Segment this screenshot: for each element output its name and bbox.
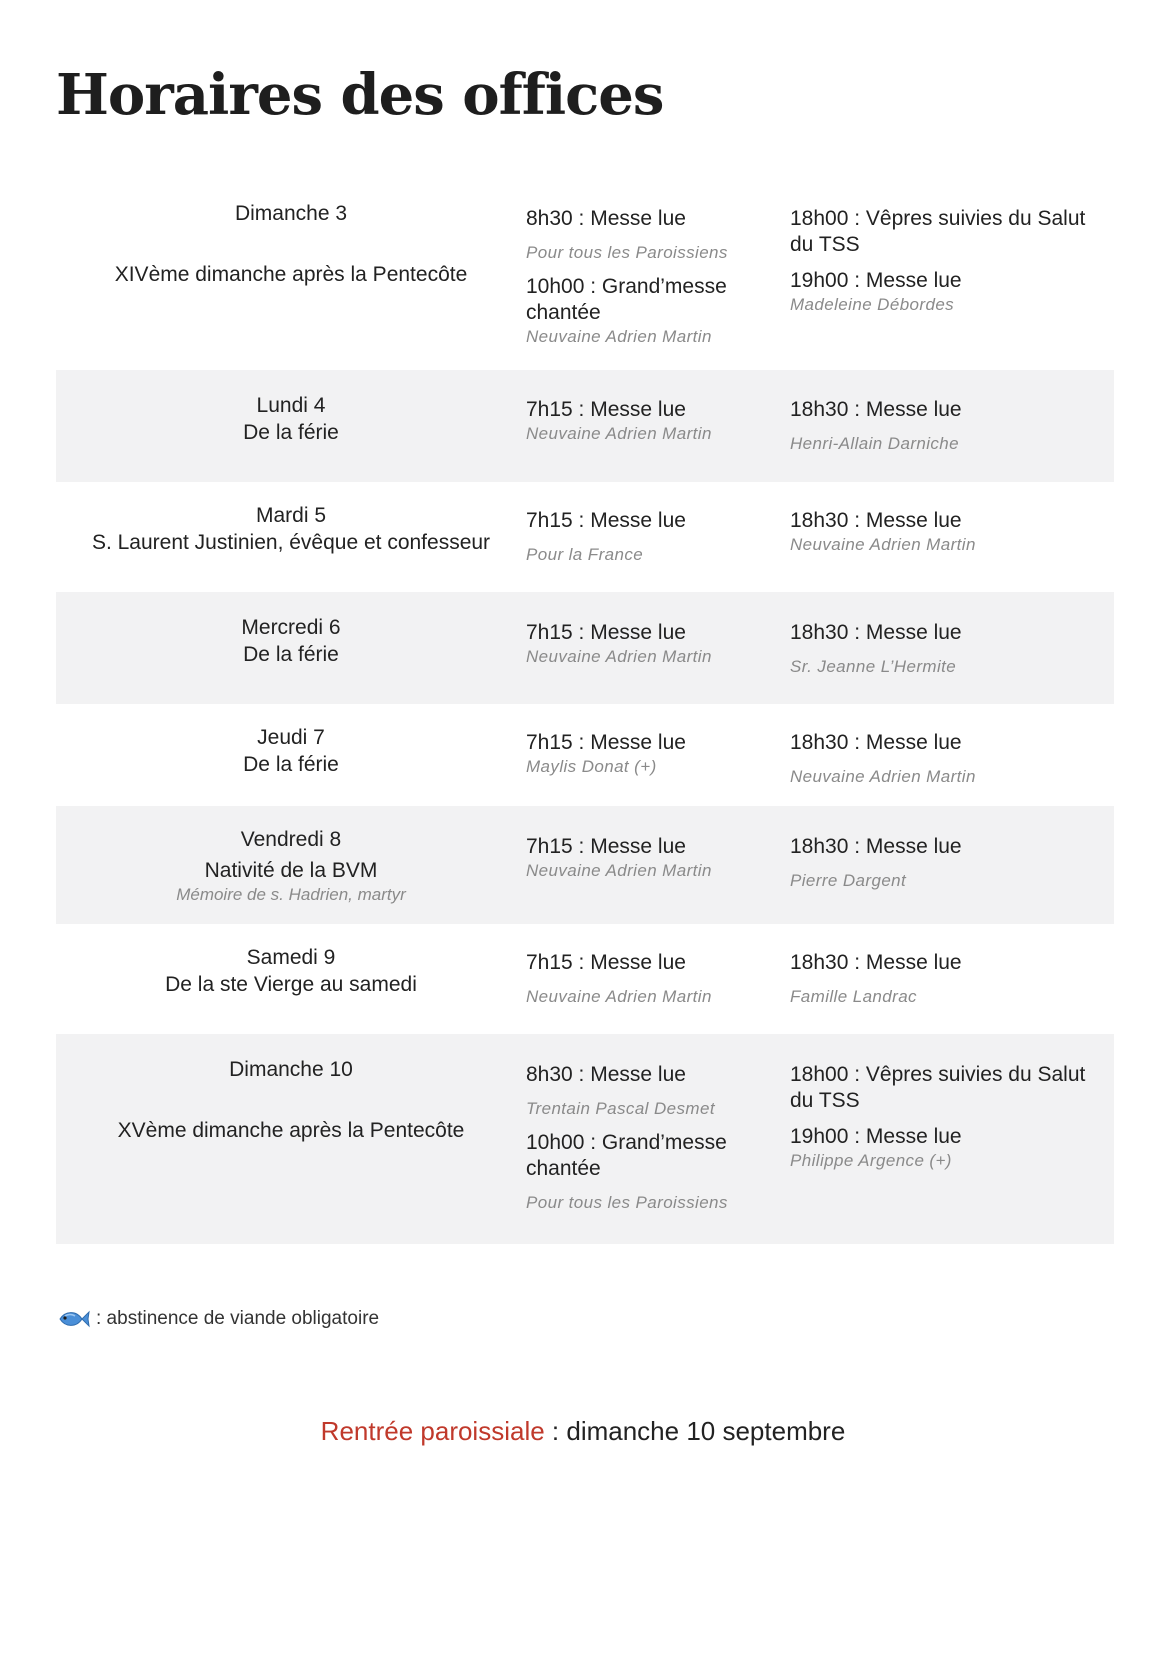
day-row	[56, 370, 1114, 482]
liturgical-day: De la ste Vierge au samedi	[165, 973, 417, 996]
evening-cell	[790, 482, 1114, 592]
mass-intention: Pour tous les Paroissiens	[526, 1193, 728, 1212]
liturgical-day: De la férie	[243, 421, 339, 444]
mass-title: 10h00 : Grand’messe chantée	[526, 275, 727, 324]
mass-title: 18h30 : Messe lue	[790, 951, 962, 974]
mass-intention: Neuvaine Adrien Martin	[526, 861, 712, 880]
day-cell	[56, 924, 526, 1034]
mass-intention: Pour tous les Paroissiens	[526, 243, 728, 262]
mass-title: 19h00 : Messe lue	[790, 269, 962, 292]
mass-title: 10h00 : Grand’messe chantée	[526, 1131, 727, 1180]
mass-title: 8h30 : Messe lue	[526, 1063, 686, 1086]
mass-intention: Madeleine Débordes	[790, 295, 955, 314]
morning-cell	[526, 196, 790, 370]
day-name: Vendredi 8	[240, 828, 342, 851]
evening-cell	[790, 924, 1114, 1034]
day-cell	[56, 482, 526, 592]
morning-cell	[526, 482, 790, 592]
morning-cell	[526, 924, 790, 1034]
mass-title: 7h15 : Messe lue	[526, 835, 686, 858]
day-name: Mardi 5	[255, 504, 327, 527]
morning-cell	[526, 1034, 790, 1244]
mass-title: 18h30 : Messe lue	[790, 731, 962, 754]
fish-icon	[56, 1308, 90, 1330]
mass-title: 18h30 : Messe lue	[790, 621, 962, 644]
day-name: Lundi 4	[256, 394, 326, 417]
day-row	[56, 806, 1114, 924]
evening-cell	[790, 704, 1114, 806]
mass-title: 7h15 : Messe lue	[526, 509, 686, 532]
day-row	[56, 592, 1114, 704]
day-row	[56, 704, 1114, 806]
day-row	[56, 1034, 1114, 1244]
mass-intention: Henri-Allain Darniche	[790, 434, 960, 453]
day-name: Dimanche 3	[234, 202, 348, 225]
mass-intention: Pour la France	[526, 545, 644, 564]
liturgical-day: De la férie	[243, 643, 339, 666]
day-cell	[56, 370, 526, 482]
mass-intention: Maylis Donat (+)	[526, 757, 657, 776]
mass-title: 8h30 : Messe lue	[526, 207, 686, 230]
day-name: Jeudi 7	[257, 726, 325, 749]
mass-intention: Pierre Dargent	[790, 871, 907, 890]
mass-title: 7h15 : Messe lue	[526, 731, 686, 754]
evening-cell	[790, 196, 1114, 370]
mass-intention: Trentain Pascal Desmet	[526, 1099, 715, 1118]
evening-cell	[790, 1034, 1114, 1244]
mass-title: 18h30 : Messe lue	[790, 398, 962, 421]
day-cell	[56, 592, 526, 704]
announcement	[0, 1416, 1166, 1447]
evening-cell	[790, 592, 1114, 704]
evening-cell	[790, 806, 1114, 924]
mass-title: 18h00 : Vêpres suivies du Salut du TSS	[790, 1063, 1086, 1112]
mass-intention: Sr. Jeanne L’Hermite	[790, 657, 957, 676]
evening-cell	[790, 370, 1114, 482]
day-row	[56, 196, 1114, 370]
liturgical-day: XIVème dimanche après la Pentecôte	[114, 263, 468, 286]
announcement-highlight: Rentrée paroissiale	[320, 1416, 545, 1446]
mass-intention: Neuvaine Adrien Martin	[526, 424, 712, 443]
footnote	[56, 1308, 379, 1330]
mass-intention: Neuvaine Adrien Martin	[526, 647, 712, 666]
day-row	[56, 482, 1114, 592]
morning-cell	[526, 370, 790, 482]
day-name: Samedi 9	[246, 946, 336, 969]
day-name: Dimanche 10	[229, 1058, 353, 1081]
liturgical-day: S. Laurent Justinien, évêque et confesseur	[91, 531, 491, 554]
day-cell	[56, 196, 526, 370]
mass-title: 19h00 : Messe lue	[790, 1125, 962, 1148]
mass-title: 7h15 : Messe lue	[526, 951, 686, 974]
liturgical-day: Nativité de la BVM	[204, 859, 378, 882]
morning-cell	[526, 592, 790, 704]
mass-intention: Neuvaine Adrien Martin	[790, 767, 976, 786]
mass-title: 7h15 : Messe lue	[526, 398, 686, 421]
morning-cell	[526, 704, 790, 806]
mass-title: 7h15 : Messe lue	[526, 621, 686, 644]
mass-title: 18h00 : Vêpres suivies du Salut du TSS	[790, 207, 1086, 256]
day-cell	[56, 1034, 526, 1244]
day-row	[56, 924, 1114, 1034]
mass-title: 18h30 : Messe lue	[790, 835, 962, 858]
morning-cell	[526, 806, 790, 924]
commemoration: Mémoire de s. Hadrien, martyr	[176, 885, 406, 904]
mass-intention: Neuvaine Adrien Martin	[526, 987, 712, 1006]
liturgical-day: De la férie	[243, 753, 339, 776]
announcement-text: : dimanche 10 septembre	[544, 1416, 846, 1446]
liturgical-day: XVème dimanche après la Pentecôte	[117, 1119, 465, 1142]
day-name: Mercredi 6	[241, 616, 341, 639]
day-cell	[56, 704, 526, 806]
schedule-table	[56, 196, 1114, 1244]
mass-title: 18h30 : Messe lue	[790, 509, 962, 532]
mass-intention: Neuvaine Adrien Martin	[790, 535, 976, 554]
mass-intention: Philippe Argence (+)	[790, 1151, 952, 1170]
mass-intention: Famille Landrac	[790, 987, 917, 1006]
footnote-text: : abstinence de viande obligatoire	[96, 1308, 380, 1329]
mass-intention: Neuvaine Adrien Martin	[526, 327, 712, 346]
day-cell	[56, 806, 526, 924]
page-title: Horaires des offices	[56, 62, 664, 128]
